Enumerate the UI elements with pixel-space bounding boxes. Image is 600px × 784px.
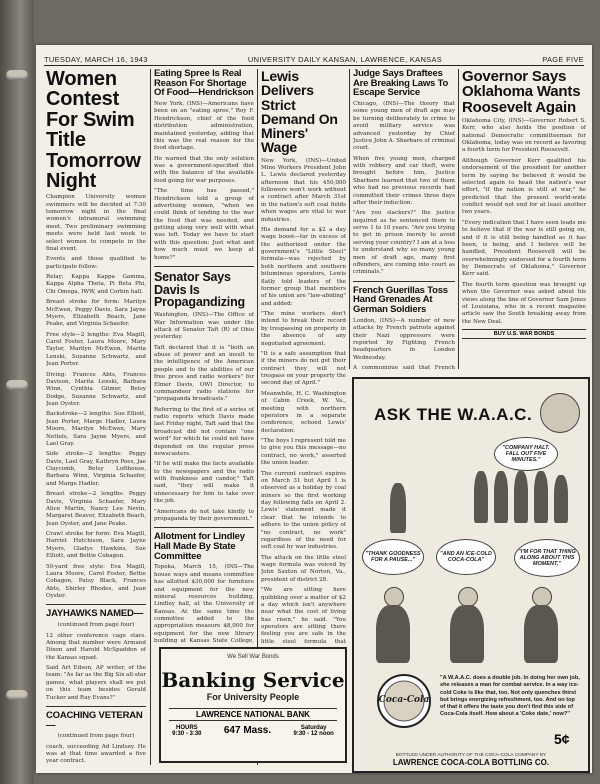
article-paragraph: "The boys I represent told me to give you this message—no contract, no work," asserted the union leader. xyxy=(261,438,346,467)
guerillas-article xyxy=(353,318,455,369)
article-paragraph: He warned that the only solution was a government-specified diet with the balance of the available food going for war purposes. xyxy=(154,155,254,184)
governor-headline: Governor Says Oklahoma Wants Roosevelt Again xyxy=(462,69,581,116)
article-paragraph: A communique said that French xyxy=(353,365,455,369)
lewis-article xyxy=(261,158,346,643)
swim-article xyxy=(46,194,146,600)
lindley-article xyxy=(154,564,254,643)
article-paragraph: New York, (INS)—Americans have been on an "eating spree," Roy F. Hendrickson, chief of the food distribution administration, maintained yesterday, adding that this was the real reason for the food shortage. xyxy=(154,101,254,152)
article-paragraph: Oklahoma City, (INS)—Governor Robert S. Kerr, who also holds the position of national Democratic committeeman for Oklahoma, today was on record as favoring a fourth term for President Roosevelt. xyxy=(462,117,586,154)
waac-figure xyxy=(376,605,410,663)
column-3 xyxy=(261,69,346,643)
column-1 xyxy=(46,69,146,765)
divider xyxy=(154,527,254,528)
waac-figure xyxy=(524,605,558,663)
jayhawks-article xyxy=(46,633,146,702)
divider xyxy=(46,604,146,605)
article-paragraph: Breast stroke—2 lengths: Peggy Davis, Virginia Schaefer, Mary Alice Martin, Nancy Lee Nevin, Margaret Beaver, Elizabeth Beach, Jean Oyster, and Jane Peake. xyxy=(46,491,146,527)
article-paragraph: Topeka, March 15, (INS—The house ways and means committee has allotted $30,000 for furniture and equipment for the new mineral resources building, Lindley hall, at the University of Kansas. At the same time the committee added to the appropriation measure $8,000 for equipment for the new library building at Kansas State College, xyxy=(154,564,254,643)
waac-figure xyxy=(474,471,488,523)
article-paragraph: "The mine workers don't intend to break their record by trespassing on property in the absence of any negotiated agreement. xyxy=(261,311,346,347)
article-paragraph: "If he will make the facts available to the newspapers and the radio with frankness and candor," Taft said, "they will make it unnecessary for him to take over the job. xyxy=(154,461,254,505)
column-rule xyxy=(150,69,151,765)
binder-ring xyxy=(6,70,28,80)
article-paragraph: The attack on the little steel wage formula was voiced by John Saxton of Norton, Va., president of district 28. xyxy=(261,554,346,583)
coke-ad-copy: "A W.A.A.C. does a double job. In doing her own job, she releases a man for combat service. In a way ice-cold Coke is like that, too. Not only quenches thirst but brings energizing refreshment, too. And on top of that it offers the taste you don't find this side of Coca-Cola itself. How about a 'Coke date,' now?" xyxy=(440,675,580,718)
coke-ad-headline: ASK THE W.A.A.C. xyxy=(374,405,533,424)
article-paragraph: New York, (INS)—United Mine Workers President John L. Lewis declared yesterday afternoon that his 450,000 followers won't work without a contract after March 31st in the nation's soft coal fields when wages are vital to war industries. xyxy=(261,157,346,223)
coke-logo-text: Coca-Cola xyxy=(378,695,430,705)
coke-footer-company: LAWRENCE COCA-COLA BOTTLING CO. xyxy=(392,758,550,767)
waac-figure xyxy=(390,483,406,533)
speech-bubble: "THANK GOODNESS FOR A PAUSE..." xyxy=(362,539,424,575)
waac-figure xyxy=(534,471,548,523)
jayhawks-note: (continued from page four) xyxy=(57,622,135,629)
coaching-article xyxy=(46,744,146,765)
hours-label: HOURS xyxy=(176,725,198,731)
article-paragraph: London, (INS)—A number of new attacks by French patriots against their Nazi oppressors were reported by Fighting French headquarters in London Wednesday. xyxy=(353,317,455,361)
binder-ring xyxy=(6,690,28,700)
guerillas-headline: French Guerillas Toss Hand Grenades At German Soldiers xyxy=(353,284,448,316)
article-paragraph: Washington, (INS)—The Office of War Information was under the attack of Senator Taft (R) of Ohio yesterday. xyxy=(154,312,254,341)
draftees-article xyxy=(353,101,455,277)
coke-price: 5¢ xyxy=(554,731,570,747)
masthead-page: PAGE FIVE xyxy=(542,54,584,64)
lindley-headline: Allotment for Lindley Hall Made By State Committee xyxy=(154,531,245,562)
draftees-headline: Judge Says Draftees Are Breaking Laws To Escape Service xyxy=(353,69,449,99)
column-5 xyxy=(462,69,586,369)
coaching-note: (continued from page four) xyxy=(57,733,135,740)
article-paragraph: Backstroke—2 lengths: Sue Elliott, Jean Porter, Marge Hadler, Laura Moore, Marilyn McEwen, Mary Nettels, Sara Jayne Myers, and Lael Gray. xyxy=(46,411,146,447)
governor-article xyxy=(462,118,586,326)
masthead xyxy=(44,53,584,66)
article-paragraph: The fourth term question was brought up when the Governor was asked about his views along the line of Governor Sam Jones of Louisiana, who in a recent magazine article saw the South breaking away from the New Deal. xyxy=(462,281,586,325)
article-paragraph: 50-yard free style: Eva Magill, Laura Moore, Carol Foster, Bettie Cobagon, Patsy Black, Frances Abts, Shirley Rhodes, and Jean Oyster. xyxy=(46,563,146,600)
article-paragraph: 12 other conference cage stars. Among that number were Armand Dixon and Harold McSpadden of the Kansas squad. xyxy=(46,632,146,661)
article-paragraph: Free style—2 lengths: Eva Magill, Carol Foster, Laura Moore, Mary Taylor, Marilyn McEwen, Marita Lenski, Suzanne Schwartz, and Jean Porter. xyxy=(46,331,146,368)
column-2 xyxy=(154,69,254,643)
article-paragraph: coach, succeeding Ad Lindsey. He was at that time awarded a five year contract. xyxy=(46,743,146,765)
bank-advertisement xyxy=(159,647,347,763)
eating-spree-headline: Eating Spree Is Real Reason For Shortage Of Food—Hendrickson xyxy=(154,69,254,99)
bank-ad-top: We Sell War Bonds xyxy=(227,654,279,660)
article-paragraph: "Every indication that I have seen leads me to believe that if the war is still going on, and if it is still being handled as it has been, is being, and I believe will be handled, President Roosevelt will be overwhelmingly endorsed for a fourth term by Democrats of Oklahoma," Governor Kerr said. xyxy=(462,219,586,278)
article-paragraph: Breast stroke for form: Marilyn McEwen, Peggy Davis, Sara Jayne Myers, Elizabeth Beach, Jane Peake, and Virginia Schaefer. xyxy=(46,299,146,328)
article-paragraph: Relay: Kappa Kappa Gamma, Kappa Alpha Theta, Pi Beta Phi, Chi Omega, IWW, and Corbin hall. xyxy=(46,274,146,295)
bank-hours xyxy=(172,725,201,737)
bank-address: 647 Mass. xyxy=(223,725,272,736)
binder-edge xyxy=(0,0,34,784)
senator-headline: Senator Says Davis Is Propagandizing xyxy=(154,269,245,310)
divider xyxy=(154,266,254,267)
article-paragraph: Taft declared that it is "both an abuse of power and an insult to the intelligence of the American people and to the abilities of our free press and radio workers" for Elmer Davis, OWI Director, to commandeer radio stations for "propaganda broadcasts." xyxy=(154,344,254,403)
coca-cola-advertisement xyxy=(352,377,590,773)
column-4 xyxy=(353,69,455,369)
hours-value: 9:30 - 3:30 xyxy=(172,731,202,737)
waac-face xyxy=(532,587,552,607)
article-paragraph: His demand for a $2 a day wage boost—far in excess of the authorized under the government's "Little Steel" formula—was rejected by both northern and southern bituminous operators, Lewis flatly told leaders of the former group that members of his union are "law-abiding" and added: xyxy=(261,226,346,307)
speech-bubble: "COMPANY HALT. FALL OUT FIVE MINUTES." xyxy=(494,437,558,471)
coaching-headline: COACHING VETERAN— xyxy=(46,709,143,731)
divider xyxy=(353,281,455,282)
waac-face xyxy=(384,587,404,607)
article-paragraph: Side stroke—2 lengths: Peggy Davis, Lael Gray, Kathryn Pees, Jae Claycomb, Betsy Lofthouse, Barbara Winn, Virginia Schaefer, and Marge Hadler. xyxy=(46,451,146,487)
column-rule xyxy=(349,69,350,369)
bank-saturday xyxy=(293,725,333,737)
article-paragraph: Referring to the first of a series of radio reports which Davis made last Friday night, Taft said that the broadcast did not contain "one word" for which he could not have depended on the regular press newscasters. xyxy=(154,406,254,457)
coke-ad-footer xyxy=(354,753,588,767)
column-rule xyxy=(458,69,459,369)
article-paragraph: "It is a safe assumption that if the miners do not get their contract they will not trespass on your property the second day of April." xyxy=(261,350,346,387)
coke-footer-small: BOTTLED UNDER AUTHORITY OF THE COCA-COLA COMPANY BY xyxy=(395,753,547,758)
article-paragraph: "We are sitting here quibbling over a matter of $2 a day which isn't anywhere near what the cost of living has risen," he said. "You operators are sitting there feeling you are safe in the little steel formula that xyxy=(261,587,346,643)
sprite-boy-icon xyxy=(540,393,580,433)
article-paragraph: Champion University women swimmers will be decided at 7:30 tomorrow night in the final women's intramural swimming meet. Two preliminary swimming meets were held last week to select women to compete in the final event. xyxy=(46,194,146,252)
speech-bubble: "AND AN ICE-COLD COCA-COLA" xyxy=(436,539,496,575)
bank-hours-row xyxy=(161,725,345,737)
war-bonds-line: BUY U.S. WAR BONDS xyxy=(462,329,586,339)
lewis-headline: Lewis Delivers Strict Demand On Miners' Wage xyxy=(261,69,338,156)
article-paragraph: Diving: Frances Abts, Frances Davison, Marita Lenski, Barbara Winn, Cynthia Gilmer, Betsy Dodge, Suzanne Schwartz, and Jean Oyster. xyxy=(46,371,146,408)
waac-figure xyxy=(514,471,528,523)
article-paragraph: Events and those qualified to participate follow: xyxy=(46,256,146,270)
article-paragraph: "Americans do not take kindly to propaganda by their government." xyxy=(154,508,254,522)
bank-name: LAWRENCE NATIONAL BANK xyxy=(169,708,337,721)
masthead-paper: UNIVERSITY DAILY KANSAN, LAWRENCE, KANSAS xyxy=(247,54,443,64)
swim-headline: Women Contest For Swim Title Tomorrow Night xyxy=(46,69,141,192)
article-paragraph: "Are you slackers?" the justice inquired as he sentenced them to serve 1 to 10 years. "Are you trying to get in prison merely to avoid serving your country? I am at a loss to understand why so many young men of draft age, many first offenders, are coming into court as criminals." xyxy=(353,210,455,276)
speech-bubble: "I'M FOR THAT THING ALONG ABOUT THIS MOMENT." xyxy=(514,539,580,577)
article-paragraph: Chicago, (INS)—The theory that some young men of draft age may be turning deliberately to crime to avoid military service was advanced yesterday by Chief Justice John A. Sbarbaro of criminal court. xyxy=(353,101,455,152)
article-paragraph: Meanwhile, H. C. Washington of Cabin Creek, W. Va., meeting with northern operators in a separate conference, echoed Lewis' declaration: xyxy=(261,390,346,434)
waac-face xyxy=(458,587,478,607)
article-paragraph: Although Governor Kerr qualified his endorsement of the president for another term by saying he believed it would be selected again to head the nation's war effort, "if the nation is still at war," he predicted that the present world-wide conflict would not end for at least another two years. xyxy=(462,157,586,216)
article-paragraph: Crawl stroke for form: Eva Magill, Harriet Hutchison, Sara Jayne Myers, Gladys Hawkins, Sue Elliott, and Bettie Cobagon. xyxy=(46,531,146,560)
article-paragraph: "The time has passed," Hendrickson told a group of advertising women, "when we could think of tending to the war the food that was needed, and getting along very well with what was left. Today we have to start with this question: Just what and how much must we keep at home?" xyxy=(154,188,254,261)
saturday-label: Saturday xyxy=(300,725,327,731)
waac-figure xyxy=(494,471,508,523)
article-paragraph: When five young men, charged with robbery and car theft, were brought before him, Justice Sbarbaro learned that two of them who had no previous records had committed their crimes three days after their induction. xyxy=(353,155,455,206)
masthead-date: TUESDAY, MARCH 16, 1943 xyxy=(44,54,148,64)
bank-ad-title: Banking Service xyxy=(161,668,345,692)
newspaper-page xyxy=(36,45,592,773)
waac-figure xyxy=(554,475,568,523)
eating-spree-article xyxy=(154,101,254,262)
binder-ring xyxy=(6,380,28,390)
divider xyxy=(46,706,146,707)
senator-article xyxy=(154,312,254,523)
bank-ad-tagline: For University People xyxy=(206,692,300,702)
jayhawks-headline: JAYHAWKS NAMED— xyxy=(46,608,143,620)
article-paragraph: The current contract expires on March 31 but April 1 is observed as a holiday by coal miners so the first working day following falls on April 2. Lewis' statement made it clear that he intends to adhere to the union policy of "no contract, no work" regardless of the need for soft coal by war industries. xyxy=(261,470,346,551)
article-paragraph: Said Art Edson, AP writer, of the team: "As far as the Big Six all-star games, what players shall we put on this team besides Gerald Tucker and Ray Evans?" xyxy=(46,665,146,701)
saturday-value: 9:30 - 12 noon xyxy=(293,731,334,737)
waac-figure xyxy=(450,605,484,663)
